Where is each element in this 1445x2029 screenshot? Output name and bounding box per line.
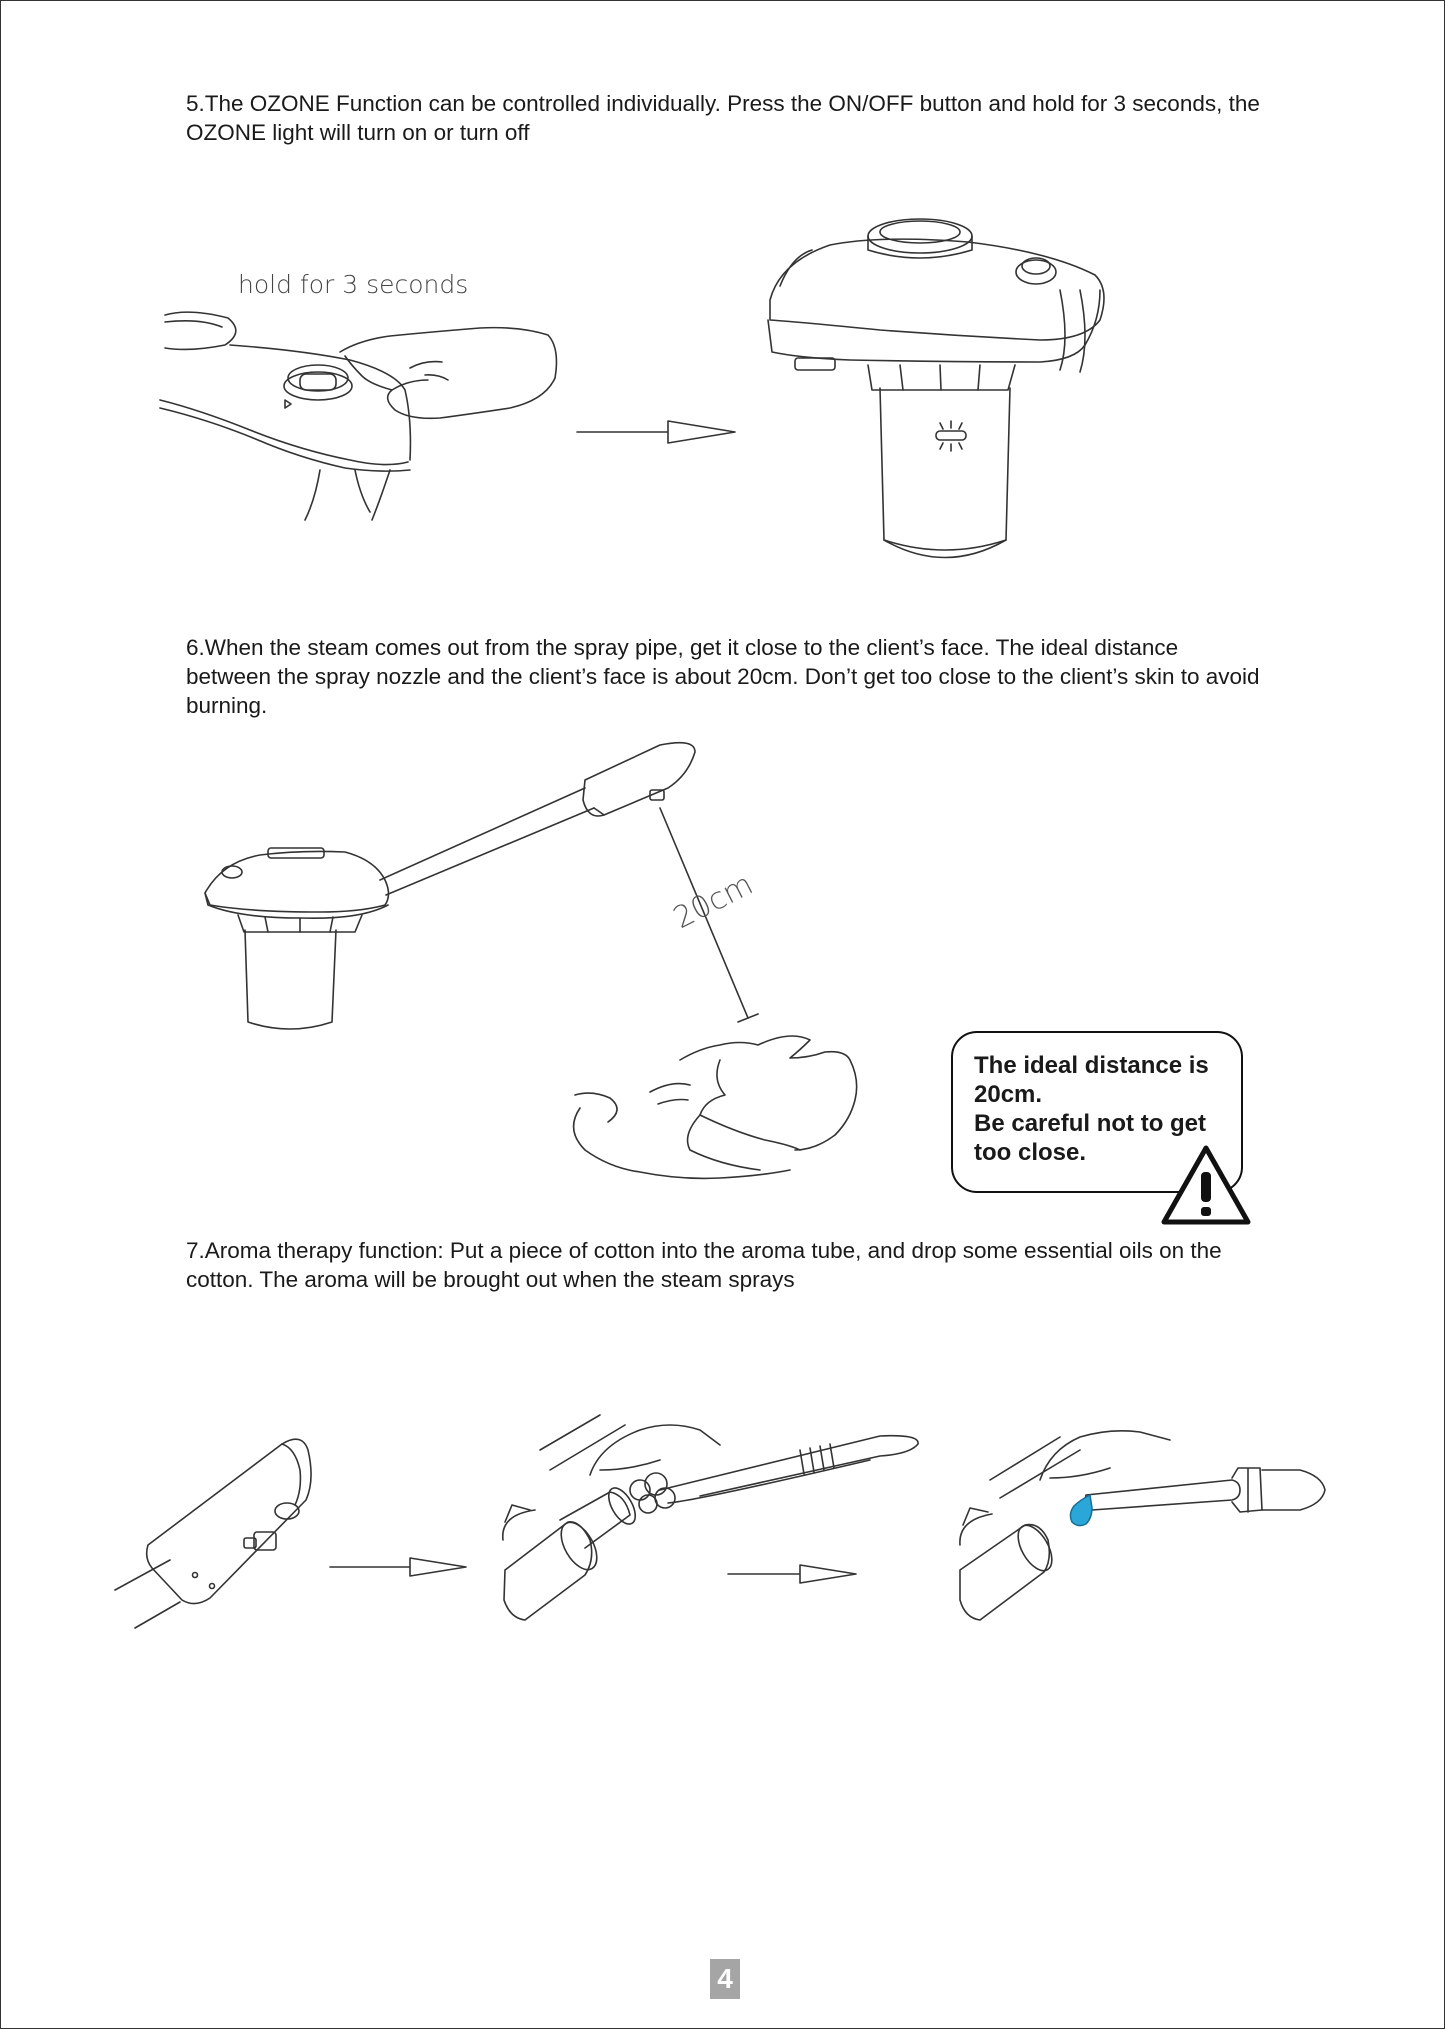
oil-drop-icon <box>1070 1495 1092 1526</box>
dropper-icon <box>960 1431 1325 1620</box>
step-7-text: 7.Aroma therapy function: Put a piece of cotton into the aroma tube, and drop some essential oils on the cotton. The aroma will be brought out when the steam sprays <box>186 1238 1222 1292</box>
callout-line-3: Be careful not to get <box>974 1110 1207 1137</box>
step-5-text: 5.The OZONE Function can be controlled individually. Press the ON/OFF button and hold for 3 seconds, the OZONE light will turn on or turn off <box>186 91 1260 145</box>
hold-duration-label: hold for 3 seconds <box>238 270 469 299</box>
distance-label: 20cm <box>668 866 759 937</box>
nozzle-icon <box>115 1439 311 1628</box>
page-number: 4 <box>710 1959 740 1999</box>
callout-line-2: 20cm. <box>974 1081 1043 1108</box>
arrow-right-icon <box>330 1558 466 1576</box>
callout-line-1: The ideal distance is <box>974 1052 1209 1079</box>
arrow-right-icon <box>728 1565 856 1583</box>
tweezers-cotton-icon <box>503 1415 918 1620</box>
step-6-text: 6.When the steam comes out from the spray pipe, get it close to the client’s face. The ideal distance between the spray nozzle and the client’s face is about 20cm. Don’t get too close to the client’s skin to avoid burning. <box>186 635 1260 718</box>
callout-line-4: too close. <box>974 1139 1087 1166</box>
